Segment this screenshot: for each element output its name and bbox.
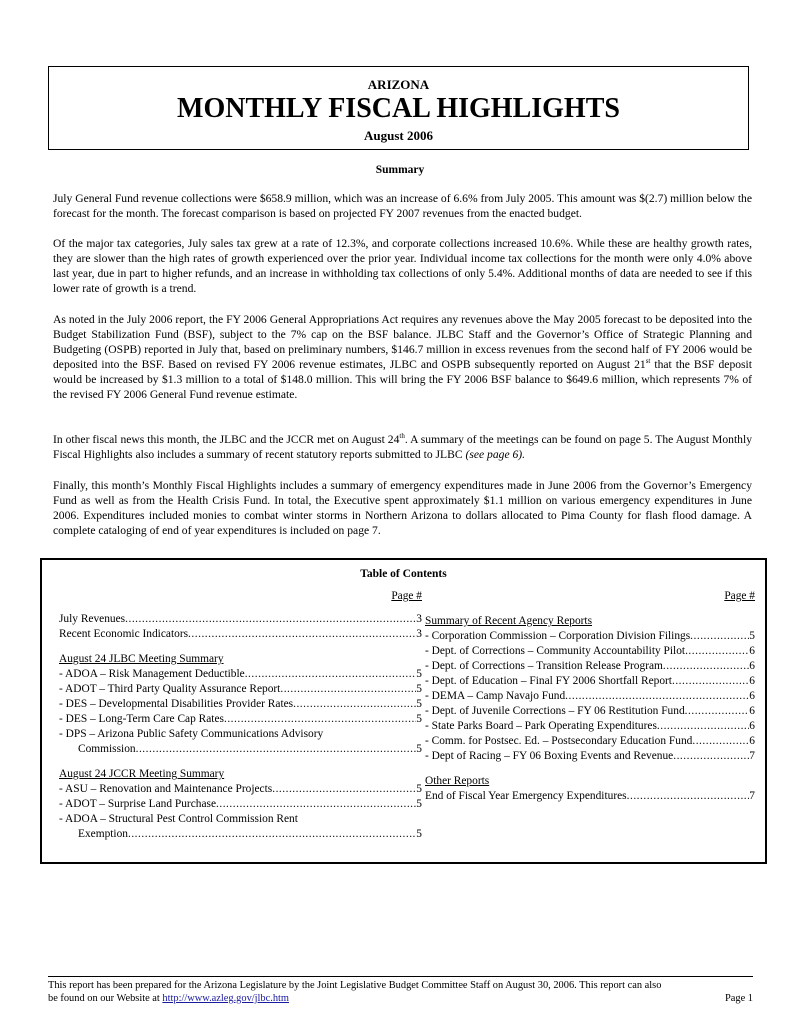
- summary-paragraph-2: Of the major tax categories, July sales tax grew at a rate of 12.3%, and corporate collections increased 10.6%. While these are healthy growth rates, they are slower than the high rates of growth experienced over the prior year. Individual income tax collections for the month were only 4.0% above last year, due in part to higher refunds, and an increase in withholding tax collections of only 5.4%. Additional months of data are needed to see if this lower rate of growth is a trend.: [53, 237, 752, 295]
- toc-right-column: [425, 589, 755, 804]
- toc-section-agency-reports: Summary of Recent Agency Reports: [425, 615, 593, 627]
- summary-paragraph-3: [53, 312, 752, 402]
- toc-entry[interactable]: Exemption ..... 5: [59, 827, 422, 842]
- toc-entry[interactable]: - DES – Long-Term Care Cap Rates ..... 5: [59, 712, 422, 727]
- p4-text-b: . A summary of the meetings can be found on page 5. The August Monthly Fiscal Highlights also includes a summary of recent statutory reports submitted to JLBC: [53, 433, 752, 461]
- report-title: MONTHLY FISCAL HIGHLIGHTS: [177, 93, 620, 124]
- toc-entry[interactable]: - ADOA – Risk Management Deductible ..... 5: [59, 667, 422, 682]
- summary-paragraph-5: Finally, this month’s Monthly Fiscal Highlights includes a summary of emergency expenditures made in June 2006 from the Governor’s Emergency Fund as well as from the Health Crisis Fund. In total, the Executive spent approximately $1.1 million on various emergency expenditures in June 2006. Expenditures included monies to combat winter storms in Northern Arizona to dollars allocated to Pima County for flash flood damage. A complete cataloging of end of year expenditures is included on page 7.: [53, 479, 752, 537]
- toc-section-other-reports: Other Reports: [425, 775, 490, 787]
- p3-text-a: As noted in the July 2006 report, the FY 2006 General Appropriations Act requires any revenues above the May 2005 forecast to be deposited into the Budget Stabilization Fund (BSF), subject to the 7% cap on the BSF balance. JLBC Staff and the Governor’s Office of Strategic Planning and Budgeting (OSPB) reported in July that, based on preliminary numbers, $146.7 million in excess revenues from the second half of FY 2006 would be deposited into the BSF. Based on revised FY 2006 revenue estimates, JLBC and OSPB subsequently reported on August 21: [53, 313, 752, 371]
- toc-entry[interactable]: - ADOT – Surprise Land Purchase ..... 5: [59, 797, 422, 812]
- page-number: Page 1: [725, 993, 753, 1004]
- toc-left-column: [59, 589, 422, 842]
- page-footer: [48, 979, 753, 1005]
- toc-entry[interactable]: End of Fiscal Year Emergency Expenditures ..... 7: [425, 789, 755, 804]
- toc-page-header-left: Page #: [391, 590, 422, 602]
- toc-entry[interactable]: - DES – Developmental Disabilities Provider Rates ..... 5: [59, 697, 422, 712]
- p4-superscript: th: [399, 432, 405, 441]
- p3-text-b: that the BSF deposit would be increased by $1.3 million to a total of $148.0 million. This will bring the FY 2006 BSF balance to $649.6 million, which represents 7% of the revised FY 2006 General Fund revenue estimate.: [53, 358, 752, 401]
- toc-entry[interactable]: - DEMA – Camp Navajo Fund ..... 6: [425, 689, 755, 704]
- table-of-contents: [40, 558, 767, 864]
- report-header: [48, 66, 749, 150]
- toc-page-header-right: Page #: [724, 590, 755, 602]
- report-date: August 2006: [364, 128, 433, 143]
- toc-entry[interactable]: Commission ..... 5: [59, 742, 422, 757]
- toc-entry[interactable]: - State Parks Board – Park Operating Expenditures ..... 6: [425, 719, 755, 734]
- toc-entry[interactable]: - ASU – Renovation and Maintenance Projects ..... 5: [59, 782, 422, 797]
- toc-section-jlbc: August 24 JLBC Meeting Summary: [59, 653, 224, 665]
- toc-entry[interactable]: - Dept. of Juvenile Corrections – FY 06 Restitution Fund ..... 6: [425, 704, 755, 719]
- summary-heading: Summary: [375, 164, 425, 176]
- toc-entry[interactable]: - Comm. for Postsec. Ed. – Postsecondary Education Fund ..... 6: [425, 734, 755, 749]
- p4-italic-reference: (see page 6).: [465, 448, 526, 461]
- toc-section-jccr: August 24 JCCR Meeting Summary: [59, 768, 225, 780]
- summary-paragraph-4: [53, 432, 752, 462]
- footer-line-1: This report has been prepared for the Arizona Legislature by the Joint Legislative Budget Committee Staff on August 30, 2006. This report can also: [48, 980, 662, 991]
- toc-entry[interactable]: - Dept of Racing – FY 06 Boxing Events and Revenue ..... 7: [425, 749, 755, 764]
- toc-title: Table of Contents: [360, 568, 447, 580]
- summary-paragraph-1: July General Fund revenue collections were $658.9 million, which was an increase of 6.6% from July 2005. This amount was $(2.7) million below the forecast for the month. The forecast comparison is based on projected FY 2007 revenues from the enacted budget.: [53, 192, 752, 220]
- p3-superscript: st: [645, 357, 651, 366]
- footer-divider: [48, 976, 753, 977]
- toc-entry[interactable]: - Dept. of Corrections – Transition Release Program ..... 6: [425, 659, 755, 674]
- toc-entry[interactable]: - Corporation Commission – Corporation Division Filings ..... 5: [425, 629, 755, 644]
- toc-entry[interactable]: - Dept. of Education – Final FY 2006 Shortfall Report ..... 6: [425, 674, 755, 689]
- jlbc-website-link[interactable]: http://www.azleg.gov/jlbc.htm: [162, 993, 289, 1004]
- footer-line-2-prefix: be found on our Website at: [48, 993, 163, 1004]
- toc-entry-wrapped[interactable]: - ADOA – Structural Pest Control Commission Rent: [59, 813, 298, 825]
- header-state: ARIZONA: [367, 77, 430, 92]
- toc-entry-wrapped[interactable]: - DPS – Arizona Public Safety Communications Advisory: [59, 728, 324, 740]
- toc-entry[interactable]: - Dept. of Corrections – Community Accountability Pilot ..... 6: [425, 644, 755, 659]
- p4-text-a: In other fiscal news this month, the JLBC and the JCCR met on August 24: [53, 433, 400, 446]
- toc-entry[interactable]: - ADOT – Third Party Quality Assurance Report ..... 5: [59, 682, 422, 697]
- toc-entry[interactable]: July Revenues ..... 3: [59, 612, 422, 627]
- toc-entry[interactable]: Recent Economic Indicators ..... 3: [59, 627, 422, 642]
